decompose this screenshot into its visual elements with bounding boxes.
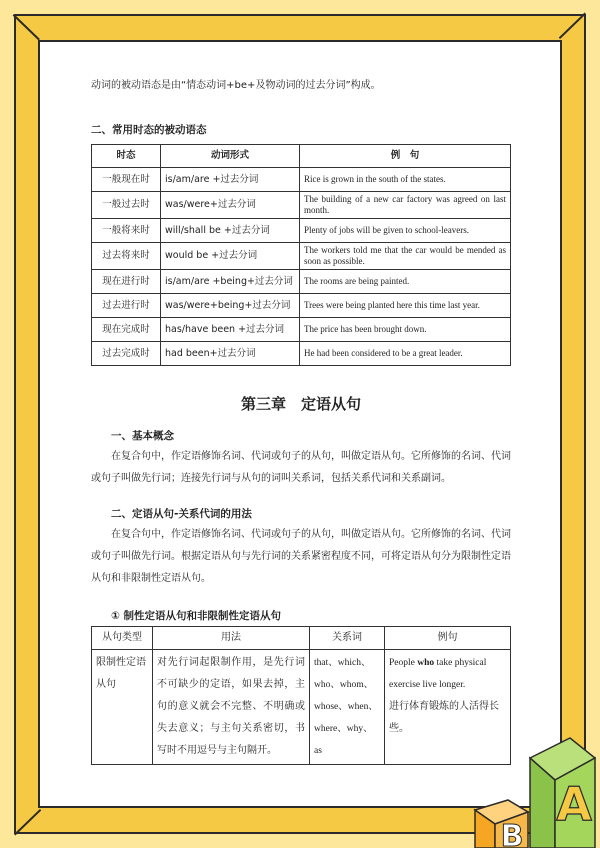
table-row (92, 219, 511, 243)
clause-type-cell: 限制性定语从句 (92, 650, 153, 765)
tense-cell: 过去完成时 (92, 342, 161, 366)
form-cell: will/shall be +过去分词 (161, 219, 300, 243)
example-cell: The price has been brought down. (300, 318, 511, 342)
section2-title: 二、常用时态的被动语态 (91, 124, 207, 136)
example-cell: The rooms are being painted. (300, 270, 511, 294)
form-header: 动词形式 (161, 145, 300, 168)
tense-cell: 现在完成时 (92, 318, 161, 342)
usage-header: 用法 (153, 627, 310, 650)
tense-cell: 一般现在时 (92, 168, 161, 192)
table-row (92, 270, 511, 294)
example-cell: Rice is grown in the south of the states. (300, 168, 511, 192)
example-header: 例 句 (300, 145, 511, 168)
example-cell: Trees were being planted here this time last year. (300, 294, 511, 318)
form-cell: is/am/are +being+过去分词 (161, 270, 300, 294)
table-row (92, 168, 511, 192)
relatives-cell: that、which、who、whom、whose、when、where、why、as (310, 650, 385, 765)
example-cell: The workers told me that the car would be mended as soon as possible. (300, 243, 511, 270)
example-text: People (389, 658, 418, 668)
tense-table (91, 144, 511, 366)
tense-cell: 一般将来时 (92, 219, 161, 243)
example-cell: He had been considered to be a great leader. (300, 342, 511, 366)
table-row (92, 318, 511, 342)
subsection-title: ① 制性定语从句和非限制性定语从句 (111, 610, 282, 622)
chapter-title: 第三章 定语从句 (240, 395, 361, 413)
table-row (92, 243, 511, 270)
table-row (92, 650, 511, 765)
form-cell: was/were+being+过去分词 (161, 294, 300, 318)
form-cell: is/am/are +过去分词 (161, 168, 300, 192)
tense-cell: 过去将来时 (92, 243, 161, 270)
tense-header: 时态 (92, 145, 161, 168)
block-b (475, 800, 528, 848)
example-text: take physical exercise live longer. (389, 658, 487, 690)
clause-table (91, 626, 511, 765)
relative-header: 关系词 (310, 627, 385, 650)
basic-concept-paragraph: 在复合句中，作定语修饰名词、代词或句子的从句，叫做定语从句。它所修饰的名词、代词或句子叫做先行词；连接先行词与从句的词叫关系词，包括关系代词和关系副词。 (91, 451, 511, 484)
clause-usage-cell: 对先行词起限制作用，是先行词不可缺少的定语，如果去掉，主句的意义就会不完整、不明确或失去意义；与主句关系密切，书写时不用逗号与主句隔开。 (153, 650, 310, 765)
block-a (530, 738, 595, 848)
type-header: 从句类型 (92, 627, 153, 650)
basic-concept-title: 一、基本概念 (111, 430, 174, 442)
table-row (92, 192, 511, 219)
form-cell: has/have been +过去分词 (161, 318, 300, 342)
form-cell: would be +过去分词 (161, 243, 300, 270)
tense-cell: 过去进行时 (92, 294, 161, 318)
example-cell: The building of a new car factory was agreed on last month. (300, 192, 511, 219)
block-letter-b: B (500, 819, 524, 848)
document-content (91, 72, 511, 765)
intro-line: 动词的被动语态是由“情态动词+be+及物动词的过去分词”构成。 (91, 80, 381, 91)
example-translation: 进行体育锻炼的人活得长些。 (389, 701, 499, 734)
example-cell: Plenty of jobs will be given to school-leavers. (300, 219, 511, 243)
usage-paragraph: 在复合句中，作定语修饰名词、代词或句子的从句，叫做定语从句。它所修饰的名词、代词或句子叫做先行词。根据定语从句与先行词的关系紧密程度不同，可将定语从句分为限制性定语从句和非限制性定语从句。 (91, 529, 511, 584)
table-row (92, 342, 511, 366)
block-letter-a: A (556, 777, 592, 831)
tense-cell: 现在进行时 (92, 270, 161, 294)
example-header: 例句 (385, 627, 511, 650)
usage-title: 二、定语从句-关系代词的用法 (111, 508, 252, 520)
tense-cell: 一般过去时 (92, 192, 161, 219)
table-row (92, 294, 511, 318)
example-keyword: who (417, 658, 435, 668)
form-cell: was/were+过去分词 (161, 192, 300, 219)
letter-blocks-illustration (470, 728, 600, 848)
form-cell: had been+过去分词 (161, 342, 300, 366)
